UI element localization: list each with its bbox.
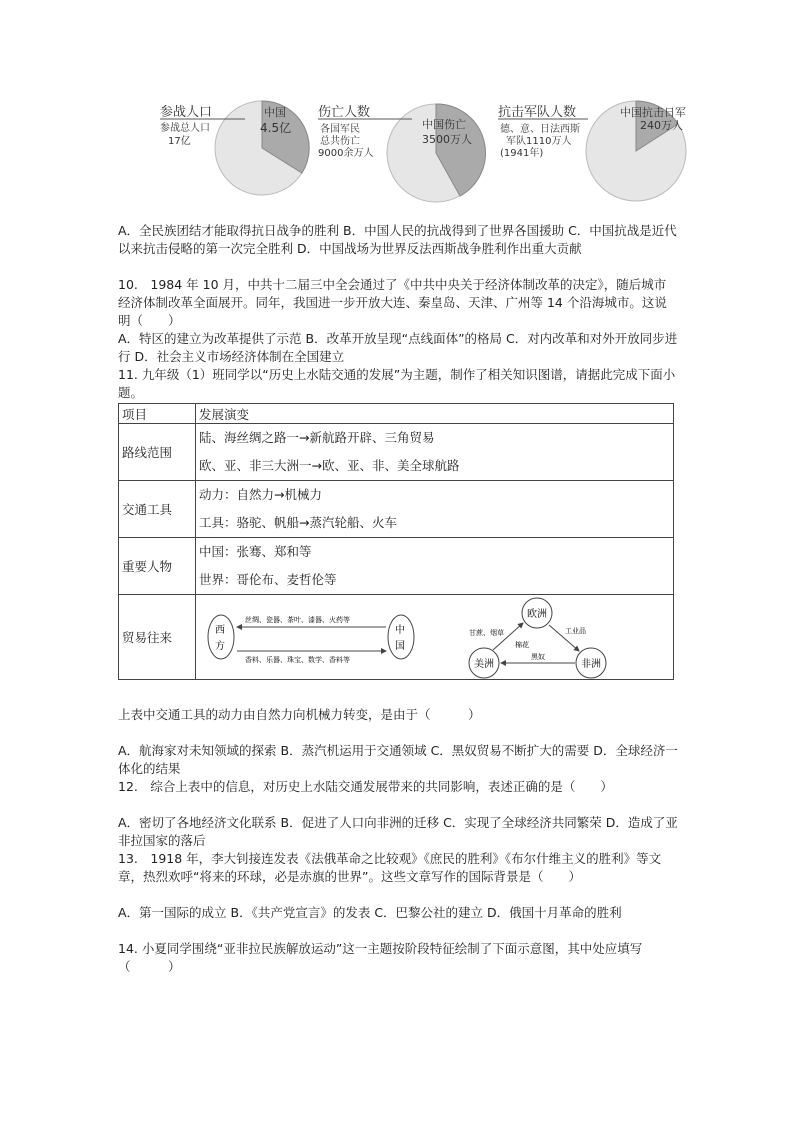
row-label-route: 路线范围 <box>119 424 196 481</box>
pie2-title: 伤亡人数 <box>318 105 371 120</box>
pie1-title: 参战人口 <box>160 105 213 120</box>
q11-intro: 11. 九年级（1）班同学以“历史上水陆交通的发展”为主题，制作了相关知识图谱，请据此完成下面小题。 <box>118 367 676 400</box>
pie3-left-1: 德、意、日法西斯 <box>500 124 580 135</box>
transport-b: 工具：骆驼、帆船→蒸汽轮船、火车 <box>199 515 397 530</box>
row-label-people: 重要人物 <box>119 538 196 595</box>
pie-charts <box>150 98 710 204</box>
q11a-stem: 上表中交通工具的动力由自然力向机械力转变，是由于（ ） <box>118 707 481 722</box>
pie-participants <box>160 101 309 195</box>
pie3-slice-1: 中国抗击日军 <box>620 106 686 119</box>
table-row <box>119 424 674 481</box>
row-label-trade: 贸易往来 <box>119 595 196 680</box>
q9-options: A．全民族团结才能取得抗日战争的胜利 B．中国人民的抗战得到了世界各国援助 C．中国抗战是近代以来抗击侵略的第一次完全胜利 D．中国战场为世界反法西斯战争胜利作出重大贡献 <box>118 223 677 256</box>
label-america-europe: 甘蔗、烟草 <box>469 629 504 637</box>
west-2: 方 <box>215 641 225 652</box>
pie3-left-2: 军队1110万人 <box>506 136 572 147</box>
route-a: 陆、海丝绸之路一→新航路开辟、三角贸易 <box>199 430 435 445</box>
europe-label: 欧洲 <box>527 609 547 620</box>
label-africa-america: 黑奴 <box>531 653 545 661</box>
q13-options: A．第一国际的成立 B．《共产党宣言》的发表 C．巴黎公社的建立 D．俄国十月革命的胜利 <box>118 905 622 920</box>
people-a: 中国：张骞、郑和等 <box>199 544 312 559</box>
q12-options: A．密切了各地经济文化联系 B．促进了人口向非洲的迁移 C．实现了全球经济共同繁荣 D．造成了亚非拉国家的落后 <box>118 815 678 848</box>
pie3-slice-2: 240万人 <box>640 119 683 132</box>
table-row <box>119 481 674 538</box>
pie2-left-1: 各国军民 <box>320 124 360 135</box>
china-node <box>388 615 414 659</box>
africa-label: 非洲 <box>581 659 601 670</box>
pie1-slice-2: 4.5亿 <box>260 121 292 135</box>
west-1: 西 <box>215 625 225 636</box>
pie3-left-3: (1941年) <box>500 148 544 159</box>
table-header-item: 项目 <box>119 404 196 424</box>
pie3-title: 抗击军队人数 <box>498 105 577 120</box>
q10-options: A．特区的建立为改革提供了示范 B．改革开放呈现“点线面体”的格局 C．对内改革和对外开放同步进行 D．社会主义市场经济体制在全国建立 <box>118 331 678 364</box>
pie1-slice-1: 中国 <box>264 106 286 119</box>
people-b: 世界：哥伦布、麦哲伦等 <box>199 572 337 587</box>
q14-stem: 14. 小夏同学围绕“亚非拉民族解放运动”这一主题按阶段特征绘制了下面示意图，其中处应填写（ ） <box>118 941 643 974</box>
label-europe-africa: 工业品 <box>565 627 586 635</box>
trade-diagram <box>199 595 670 679</box>
knowledge-table <box>118 403 674 680</box>
pie2-left-3: 9000余万人 <box>318 148 374 159</box>
west-node <box>208 615 234 659</box>
label-center: 棉花 <box>515 641 529 649</box>
pie1-left-1: 参战总人口 <box>160 123 210 134</box>
row-label-transport: 交通工具 <box>119 481 196 538</box>
q10-stem: 10. 1984 年 10 月，中共十二届三中全会通过了《中共中央关于经济体制改革的决定》，随后城市经济体制改革全面展开。同年，我国进一步开放大连、秦皇岛、天津、广州等 14 个沿海城市。这说明（ ） <box>118 277 667 328</box>
pie-troops <box>498 101 686 201</box>
table-header-evolution: 发展演变 <box>196 404 674 424</box>
goods-top: 丝绸、瓷器、茶叶、漆器、火药等 <box>245 616 350 624</box>
route-b: 欧、亚、非三大洲一→欧、亚、非、美全球航路 <box>199 458 460 473</box>
pie1-left-2: 17亿 <box>168 136 191 147</box>
china-1: 中 <box>395 625 405 636</box>
pie2-slice-1: 中国伤亡 <box>422 118 466 131</box>
pie2-slice-2: 3500万人 <box>422 133 472 146</box>
transport-a: 动力：自然力→机械力 <box>199 487 322 502</box>
q13-stem: 13. 1918 年，李大钊接连发表《法俄革命之比较观》《庶民的胜利》《布尔什维主义的胜利》等文章，热烈欢呼“将来的环球，必是赤旗的世界”。这些文章写作的国际背景是（ ） <box>118 851 662 884</box>
table-row <box>119 538 674 595</box>
q11a-options: A．航海家对未知领域的探索 B．蒸汽机运用于交通领域 C．黑奴贸易不断扩大的需要 D．全球经济一体化的结果 <box>118 743 678 776</box>
america-label: 美洲 <box>474 659 494 670</box>
q12-stem: 12. 综合上表中的信息，对历史上水陆交通发展带来的共同影响，表述正确的是（ ） <box>118 779 613 794</box>
goods-bottom: 香料、乐器、珠宝、数学、香料等 <box>245 656 350 664</box>
table-row <box>119 595 674 680</box>
table-row <box>119 404 674 424</box>
pie-casualties <box>318 104 486 202</box>
pie2-left-2: 总共伤亡 <box>320 136 360 147</box>
china-2: 国 <box>395 641 405 652</box>
